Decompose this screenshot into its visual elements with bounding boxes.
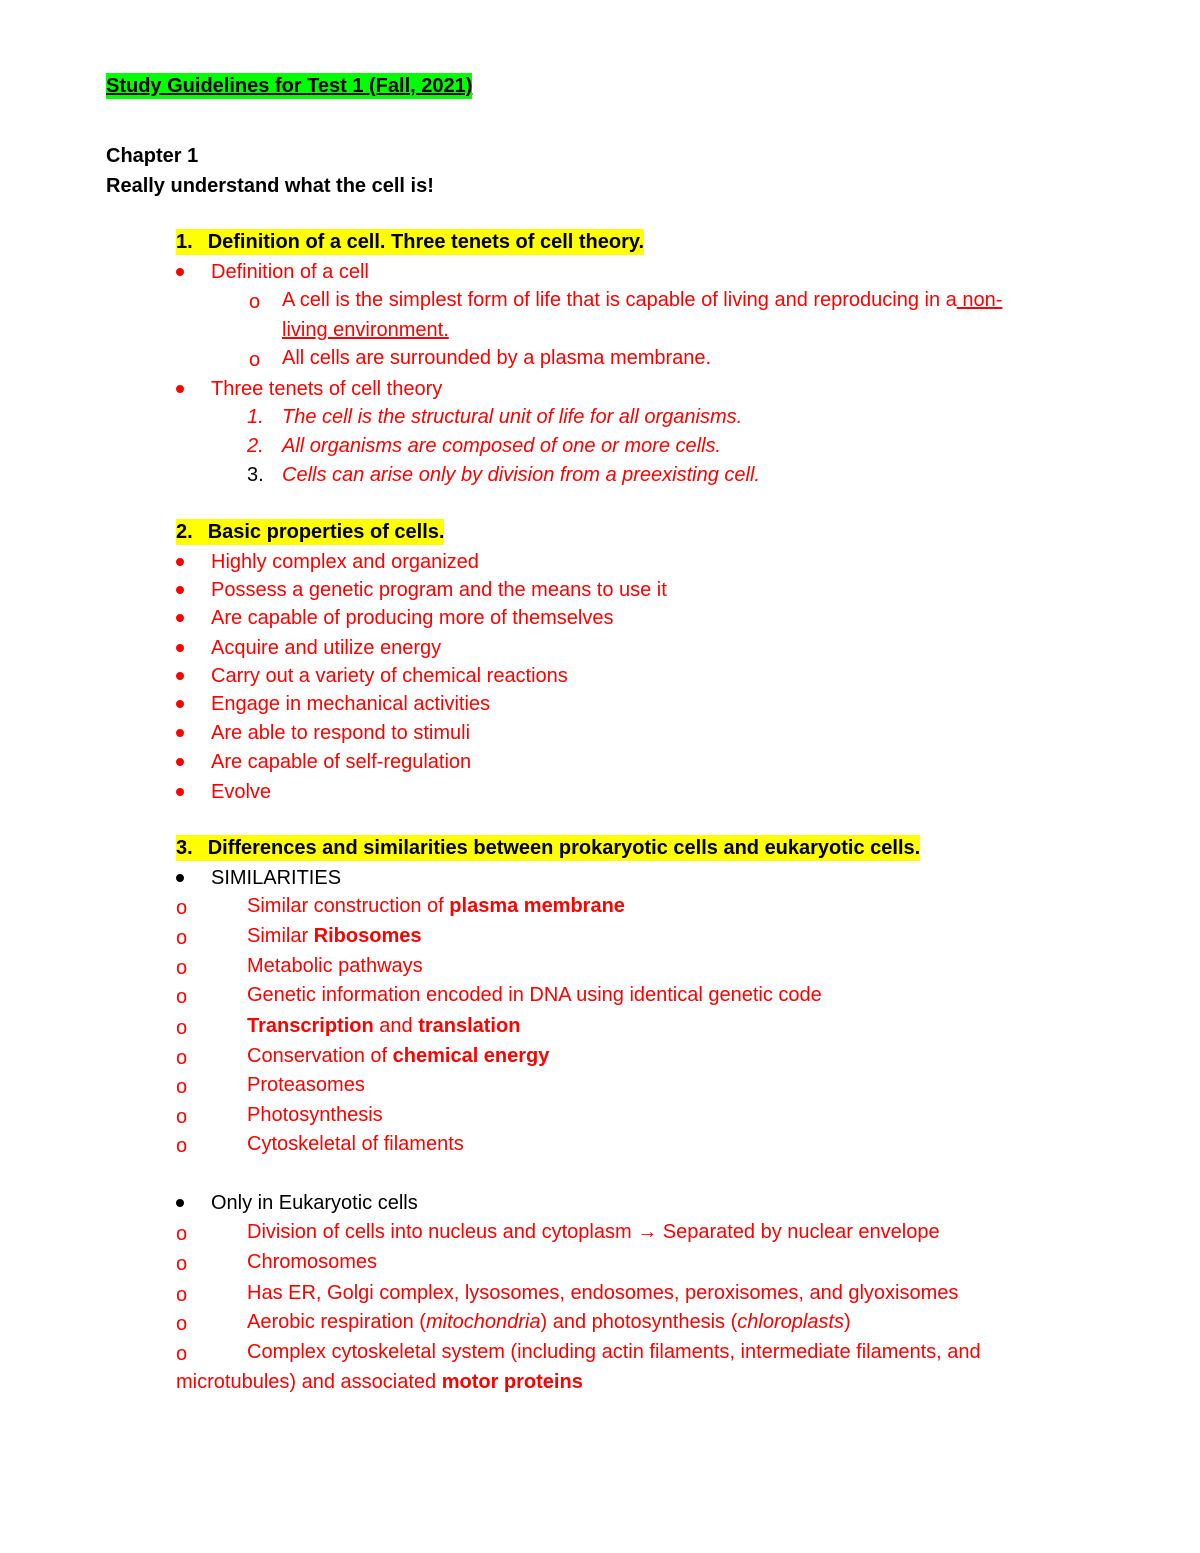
eukaryotic-label: Only in Eukaryotic cells bbox=[211, 1192, 418, 1214]
chapter-heading: Chapter 1 bbox=[106, 145, 199, 167]
document-title: Study Guidelines for Test 1 (Fall, 2021) bbox=[106, 75, 473, 97]
property-item: Highly complex and organized bbox=[211, 551, 479, 573]
similarity-item: Metabolic pathways bbox=[247, 955, 423, 977]
bullet-icon bbox=[176, 558, 184, 566]
section-number: 2. bbox=[176, 521, 193, 543]
circle-bullet-icon: o bbox=[176, 957, 188, 979]
property-item: Carry out a variety of chemical reactions bbox=[211, 665, 568, 687]
eukaryotic-item: Aerobic respiration (mitochondria) and photosynthesis (chloroplasts) bbox=[247, 1311, 851, 1333]
plasma-membrane-text: All cells are surrounded by a plasma membrane. bbox=[282, 347, 712, 369]
circle-bullet-icon: o bbox=[176, 1284, 188, 1306]
bullet-definition: Definition of a cell bbox=[211, 261, 369, 283]
bullet-icon bbox=[176, 729, 184, 737]
section-number: 1. bbox=[176, 231, 193, 253]
property-item: Are able to respond to stimuli bbox=[211, 722, 471, 744]
section-number: 3. bbox=[176, 837, 193, 859]
eukaryotic-item: Chromosomes bbox=[247, 1251, 378, 1273]
bullet-icon bbox=[176, 874, 184, 882]
bullet-icon bbox=[176, 788, 184, 796]
section-3-heading bbox=[176, 835, 920, 861]
tenet-text: All organisms are composed of one or more cells. bbox=[282, 435, 722, 457]
similarity-item: Genetic information encoded in DNA using identical genetic code bbox=[247, 984, 822, 1006]
circle-bullet-icon: o bbox=[176, 1343, 188, 1365]
bullet-icon bbox=[176, 1199, 184, 1207]
circle-bullet-icon: o bbox=[176, 1313, 188, 1335]
similarities-label: SIMILARITIES bbox=[211, 867, 342, 889]
property-item: Acquire and utilize energy bbox=[211, 637, 442, 659]
bullet-icon bbox=[176, 700, 184, 708]
similarity-item: Photosynthesis bbox=[247, 1104, 383, 1126]
chapter-subtitle: Really understand what the cell is! bbox=[106, 175, 434, 197]
similarity-item: Cytoskeletal of filaments bbox=[247, 1133, 464, 1155]
bullet-icon bbox=[176, 614, 184, 622]
section-1-heading bbox=[176, 229, 644, 255]
section-2-heading bbox=[176, 519, 444, 545]
tenet-number: 2. bbox=[247, 435, 264, 457]
arrow-right-icon: → bbox=[637, 1221, 658, 1243]
property-item: Are capable of producing more of themselves bbox=[211, 607, 614, 629]
property-item: Evolve bbox=[211, 781, 272, 803]
similarity-item: Transcription and translation bbox=[247, 1015, 521, 1037]
eukaryotic-item-continued: microtubules) and associated motor proteins bbox=[176, 1371, 583, 1393]
bullet-tenets: Three tenets of cell theory bbox=[211, 378, 443, 400]
property-item: Engage in mechanical activities bbox=[211, 693, 491, 715]
similarity-item: Similar Ribosomes bbox=[247, 925, 422, 947]
tenet-number: 1. bbox=[247, 406, 264, 428]
circle-bullet-icon: o bbox=[249, 291, 261, 313]
tenet-text: The cell is the structural unit of life for all organisms. bbox=[282, 406, 743, 428]
bullet-icon bbox=[176, 644, 184, 652]
definition-text-continued: living environment. bbox=[282, 319, 449, 341]
circle-bullet-icon: o bbox=[176, 1223, 188, 1245]
circle-bullet-icon: o bbox=[176, 1135, 188, 1157]
circle-bullet-icon: o bbox=[176, 1253, 188, 1275]
bullet-icon bbox=[176, 672, 184, 680]
tenet-text: Cells can arise only by division from a preexisting cell. bbox=[282, 464, 760, 486]
section-title: Basic properties of cells. bbox=[207, 521, 445, 543]
bullet-icon bbox=[176, 586, 184, 594]
section-title: Definition of a cell. Three tenets of cell theory. bbox=[207, 231, 645, 253]
bullet-icon bbox=[176, 385, 184, 393]
circle-bullet-icon: o bbox=[176, 1047, 188, 1069]
circle-bullet-icon: o bbox=[176, 897, 188, 919]
property-item: Possess a genetic program and the means to use it bbox=[211, 579, 667, 601]
circle-bullet-icon: o bbox=[176, 1017, 188, 1039]
circle-bullet-icon: o bbox=[176, 1076, 188, 1098]
circle-bullet-icon: o bbox=[176, 986, 188, 1008]
property-item: Are capable of self-regulation bbox=[211, 751, 472, 773]
circle-bullet-icon: o bbox=[176, 927, 188, 949]
circle-bullet-icon: o bbox=[176, 1106, 188, 1128]
eukaryotic-item: Complex cytoskeletal system (including actin filaments, intermediate filaments, and bbox=[247, 1341, 981, 1363]
similarity-item: Conservation of chemical energy bbox=[247, 1045, 550, 1067]
definition-text: A cell is the simplest form of life that is capable of living and reproducing in a non- bbox=[282, 289, 1003, 311]
bullet-icon bbox=[176, 758, 184, 766]
circle-bullet-icon: o bbox=[249, 349, 261, 371]
bullet-icon bbox=[176, 268, 184, 276]
similarity-item: Proteasomes bbox=[247, 1074, 365, 1096]
section-title: Differences and similarities between prokaryotic cells and eukaryotic cells. bbox=[207, 837, 921, 859]
similarity-item: Similar construction of plasma membrane bbox=[247, 895, 625, 917]
eukaryotic-item: Division of cells into nucleus and cytoplasm → Separated by nuclear envelope bbox=[247, 1221, 940, 1243]
eukaryotic-item: Has ER, Golgi complex, lysosomes, endosomes, peroxisomes, and glyoxisomes bbox=[247, 1282, 959, 1304]
tenet-number: 3. bbox=[247, 464, 264, 486]
